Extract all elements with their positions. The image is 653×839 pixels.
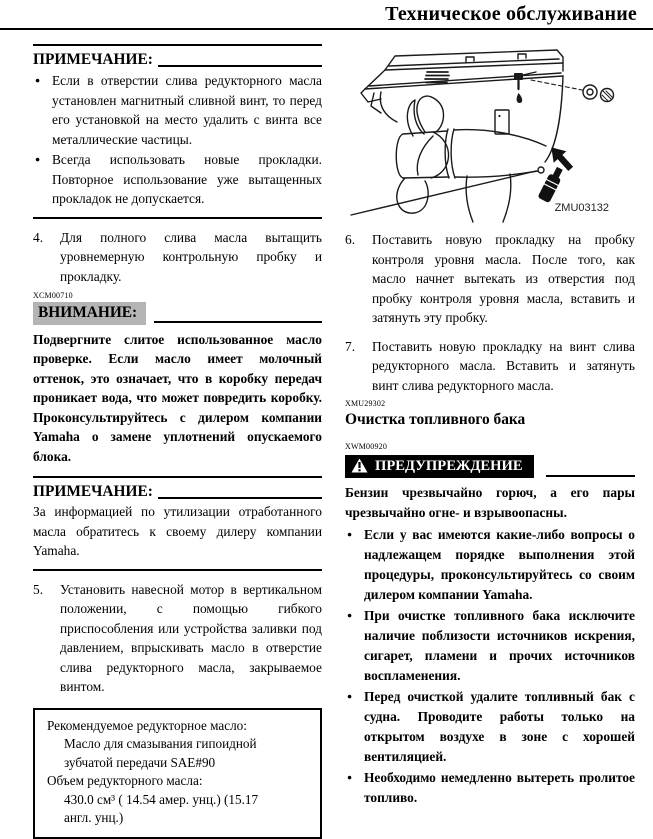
bullet-icon: ● bbox=[347, 528, 353, 539]
note-heading bbox=[33, 482, 322, 502]
warning-banner bbox=[345, 455, 534, 478]
list-item bbox=[345, 768, 635, 808]
section-title-fuel-tank-cleaning: Очистка топливного бака bbox=[345, 411, 526, 428]
spec-line: Рекомендуемое редукторное масло: bbox=[47, 717, 247, 733]
outboard-lower-unit-illustration bbox=[345, 44, 635, 222]
list-item bbox=[345, 606, 635, 686]
caution-heading bbox=[33, 302, 322, 325]
note-label: ПРИМЕЧАНИЕ: bbox=[33, 51, 153, 68]
paragraph-code: XMU29302 bbox=[345, 399, 386, 408]
list-item-text: Если в отверстии слива редукторного масла установлен магнитный сливной винт, то перед его установкой на место удалить с винта все металлические частицы. bbox=[52, 73, 322, 147]
warning-label: ПРЕДУПРЕЖДЕНИЕ bbox=[375, 457, 523, 474]
caution-label: ВНИМАНИЕ: bbox=[33, 302, 146, 325]
step-text: Для полного слива масла вытащить уровнемерную контрольную пробку и прокладку. bbox=[60, 229, 322, 284]
spec-line: 430.0 см³ ( 14.54 амер. унц.) (15.17 bbox=[64, 791, 259, 807]
caution-section bbox=[33, 302, 322, 466]
right-column bbox=[345, 44, 635, 839]
list-item-text: При очистке топливного бака исключите наличие поблизости источников искрения, сигарет, пламени и прочих источников воспламенения. bbox=[364, 607, 635, 683]
oil-spec-box bbox=[33, 708, 322, 839]
figure-lower-unit bbox=[345, 44, 635, 222]
figure-code: ZMU03132 bbox=[554, 201, 609, 214]
bullet-icon: ● bbox=[347, 690, 353, 701]
page-header bbox=[0, 0, 653, 30]
step-number: 4. bbox=[33, 229, 44, 245]
note-heading bbox=[33, 50, 322, 70]
spec-line: Масло для смазывания гипоидной bbox=[64, 736, 257, 751]
left-column bbox=[33, 44, 322, 839]
spec-line: Объем редукторного масла: bbox=[47, 773, 203, 788]
note-section-1 bbox=[33, 44, 322, 219]
note-text: За информацией по утилизации отработанного масла обратитесь к своему дилеру компании Yamaha. bbox=[33, 504, 322, 558]
heading-rule bbox=[158, 65, 322, 67]
bullet-icon: ● bbox=[347, 771, 353, 782]
step-text: Поставить новую прокладку на винт слива редукторного масла. Вставить и затянуть винт слива редукторного масла. bbox=[372, 338, 635, 393]
numbered-step-5 bbox=[33, 580, 322, 697]
list-item bbox=[345, 687, 635, 767]
step-text: Установить навесной мотор в вертикальном положении, с помощью гибкого приспособления или устройства заливки под давлением, впрыскивать масло в отверстие слива редукторного масла, закрываемое винтом. bbox=[60, 581, 322, 694]
spec-line: англ. унц.) bbox=[64, 810, 124, 825]
numbered-step-4 bbox=[33, 228, 322, 287]
paragraph-code: XCM00710 bbox=[33, 291, 73, 300]
list-item-text: Необходимо немедленно вытереть пролитое топливо. bbox=[364, 769, 635, 805]
paragraph-code: XWM00920 bbox=[345, 441, 388, 451]
bullet-icon: ● bbox=[35, 154, 41, 164]
step-number: 6. bbox=[345, 232, 356, 247]
step-number: 7. bbox=[345, 338, 356, 354]
heading-rule bbox=[154, 321, 322, 323]
list-item-text: Если у вас имеются какие-либо вопросы о надлежащем порядке выполнения этой процедуры, проконсультируйтесь со своим дилером компании Yamaha. bbox=[364, 526, 635, 602]
bullet-icon: ● bbox=[35, 75, 41, 85]
warning-triangle-icon bbox=[351, 458, 368, 473]
note-label: ПРИМЕЧАНИЕ: bbox=[33, 483, 153, 500]
bullet-icon: ● bbox=[347, 609, 353, 620]
heading-rule bbox=[546, 475, 635, 477]
numbered-step-7 bbox=[345, 337, 635, 396]
warning-intro: Бензин чрезвычайно горюч, а его пары чрезвычайно огне- и взрывоопасны. bbox=[345, 484, 635, 520]
warning-section bbox=[345, 455, 635, 808]
numbered-step-6 bbox=[345, 230, 635, 328]
two-column-body bbox=[0, 30, 653, 839]
step-text: Поставить новую прокладку на пробку контроля уровня масла. После того, как масло начнет вытекать из отверстия под пробку контроля уровня масла, вставить и затянуть эту пробку. bbox=[372, 232, 635, 325]
page-title: Техническое обслуживание bbox=[385, 3, 637, 25]
heading-rule bbox=[158, 497, 322, 499]
list-item bbox=[33, 150, 322, 209]
note-section-2 bbox=[33, 476, 322, 571]
list-item-text: Всегда использовать новые прокладки. Повторное использование уже вытащенных прокладок не допускается. bbox=[52, 152, 322, 206]
list-item bbox=[345, 525, 635, 605]
list-item-text: Перед очисткой удалите топливный бак с судна. Проводите работы только на открытом воздухе в зоне с хорошей вентиляцией. bbox=[364, 688, 635, 764]
step-number: 5. bbox=[33, 581, 44, 597]
list-item bbox=[33, 71, 322, 149]
warning-heading bbox=[345, 455, 635, 478]
spec-line: зубчатой передачи SAE#90 bbox=[64, 754, 216, 770]
caution-text: Подвергните слитое использованное масло проверке. Если масло имеет молочный оттенок, это означает, что в коробку передач проникает вода, что может повредить коробку. Проконсультируйтесь с дилером компании Yamaha о замене уплотнений опускаемого блока. bbox=[33, 331, 322, 464]
